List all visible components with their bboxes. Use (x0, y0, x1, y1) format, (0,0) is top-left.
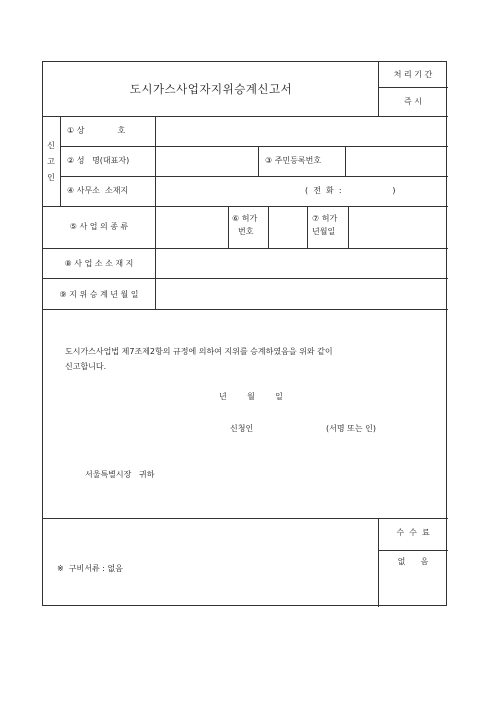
rule (60, 146, 448, 147)
recipient-line: 서울특별시장 귀하 (85, 470, 155, 479)
rule (155, 116, 156, 309)
fee-value: 없 음 (397, 557, 429, 566)
rule (43, 278, 448, 279)
form-title: 도시가스사업자지위승계신고서 (129, 82, 293, 96)
declaration-text-line-2: 신고합니다. (65, 362, 107, 371)
rule (43, 206, 448, 207)
representative-name-label: ② 성 명(대표자) (67, 156, 130, 165)
rule (348, 206, 349, 248)
trade-name-label: ① 상 호 (67, 126, 126, 135)
applicant-section-label: 신고인 (47, 141, 55, 182)
rule (378, 62, 379, 116)
office-address-label: ④ 사무소 소재지 (67, 186, 129, 195)
declaration-date: 년 월 일 (219, 392, 283, 401)
processing-period-value: 즉 시 (404, 97, 422, 106)
rule (378, 550, 448, 551)
permit-date-label-2: 년월일 (312, 227, 336, 236)
rule (60, 116, 61, 206)
fee-label: 수 수 료 (396, 528, 430, 537)
declaration-text-line-1: 도시가스사업법 제7조제2항의 규정에 의하여 지위를 승계하였음을 위와 같이 (65, 347, 333, 356)
rule (60, 176, 448, 177)
business-type-label: ⑤ 사 업 의 종 류 (69, 222, 129, 231)
succession-date-label: ⑨ 지 위 승 계 년 월 일 (59, 290, 139, 299)
processing-period-label: 처 리 기 간 (393, 70, 433, 79)
phone-label: ( 전 화 : ) (305, 186, 396, 195)
rule (378, 87, 448, 88)
permit-number-label-2: 번호 (238, 227, 254, 236)
signature-note: (서명 또는 인) (326, 424, 376, 433)
rule (43, 116, 448, 117)
permit-number-label-1: ⑥ 허가 (232, 214, 258, 223)
rule (228, 206, 229, 248)
business-location-label: ⑧ 사 업 소 소 재 지 (64, 259, 134, 268)
rule (378, 518, 379, 607)
rule (43, 309, 448, 310)
rule (307, 206, 308, 248)
permit-date-label-1: ⑦ 허가 (312, 214, 338, 223)
required-documents-note: ※ 구비서류 : 없음 (57, 564, 123, 573)
report-form (42, 61, 447, 606)
rule (43, 518, 448, 519)
rule (258, 146, 259, 176)
rule (43, 248, 448, 249)
resident-number-label: ③ 주민등록번호 (265, 156, 322, 165)
rule (268, 206, 269, 248)
applicant-line: 신청인 (230, 424, 254, 433)
rule (345, 146, 346, 176)
